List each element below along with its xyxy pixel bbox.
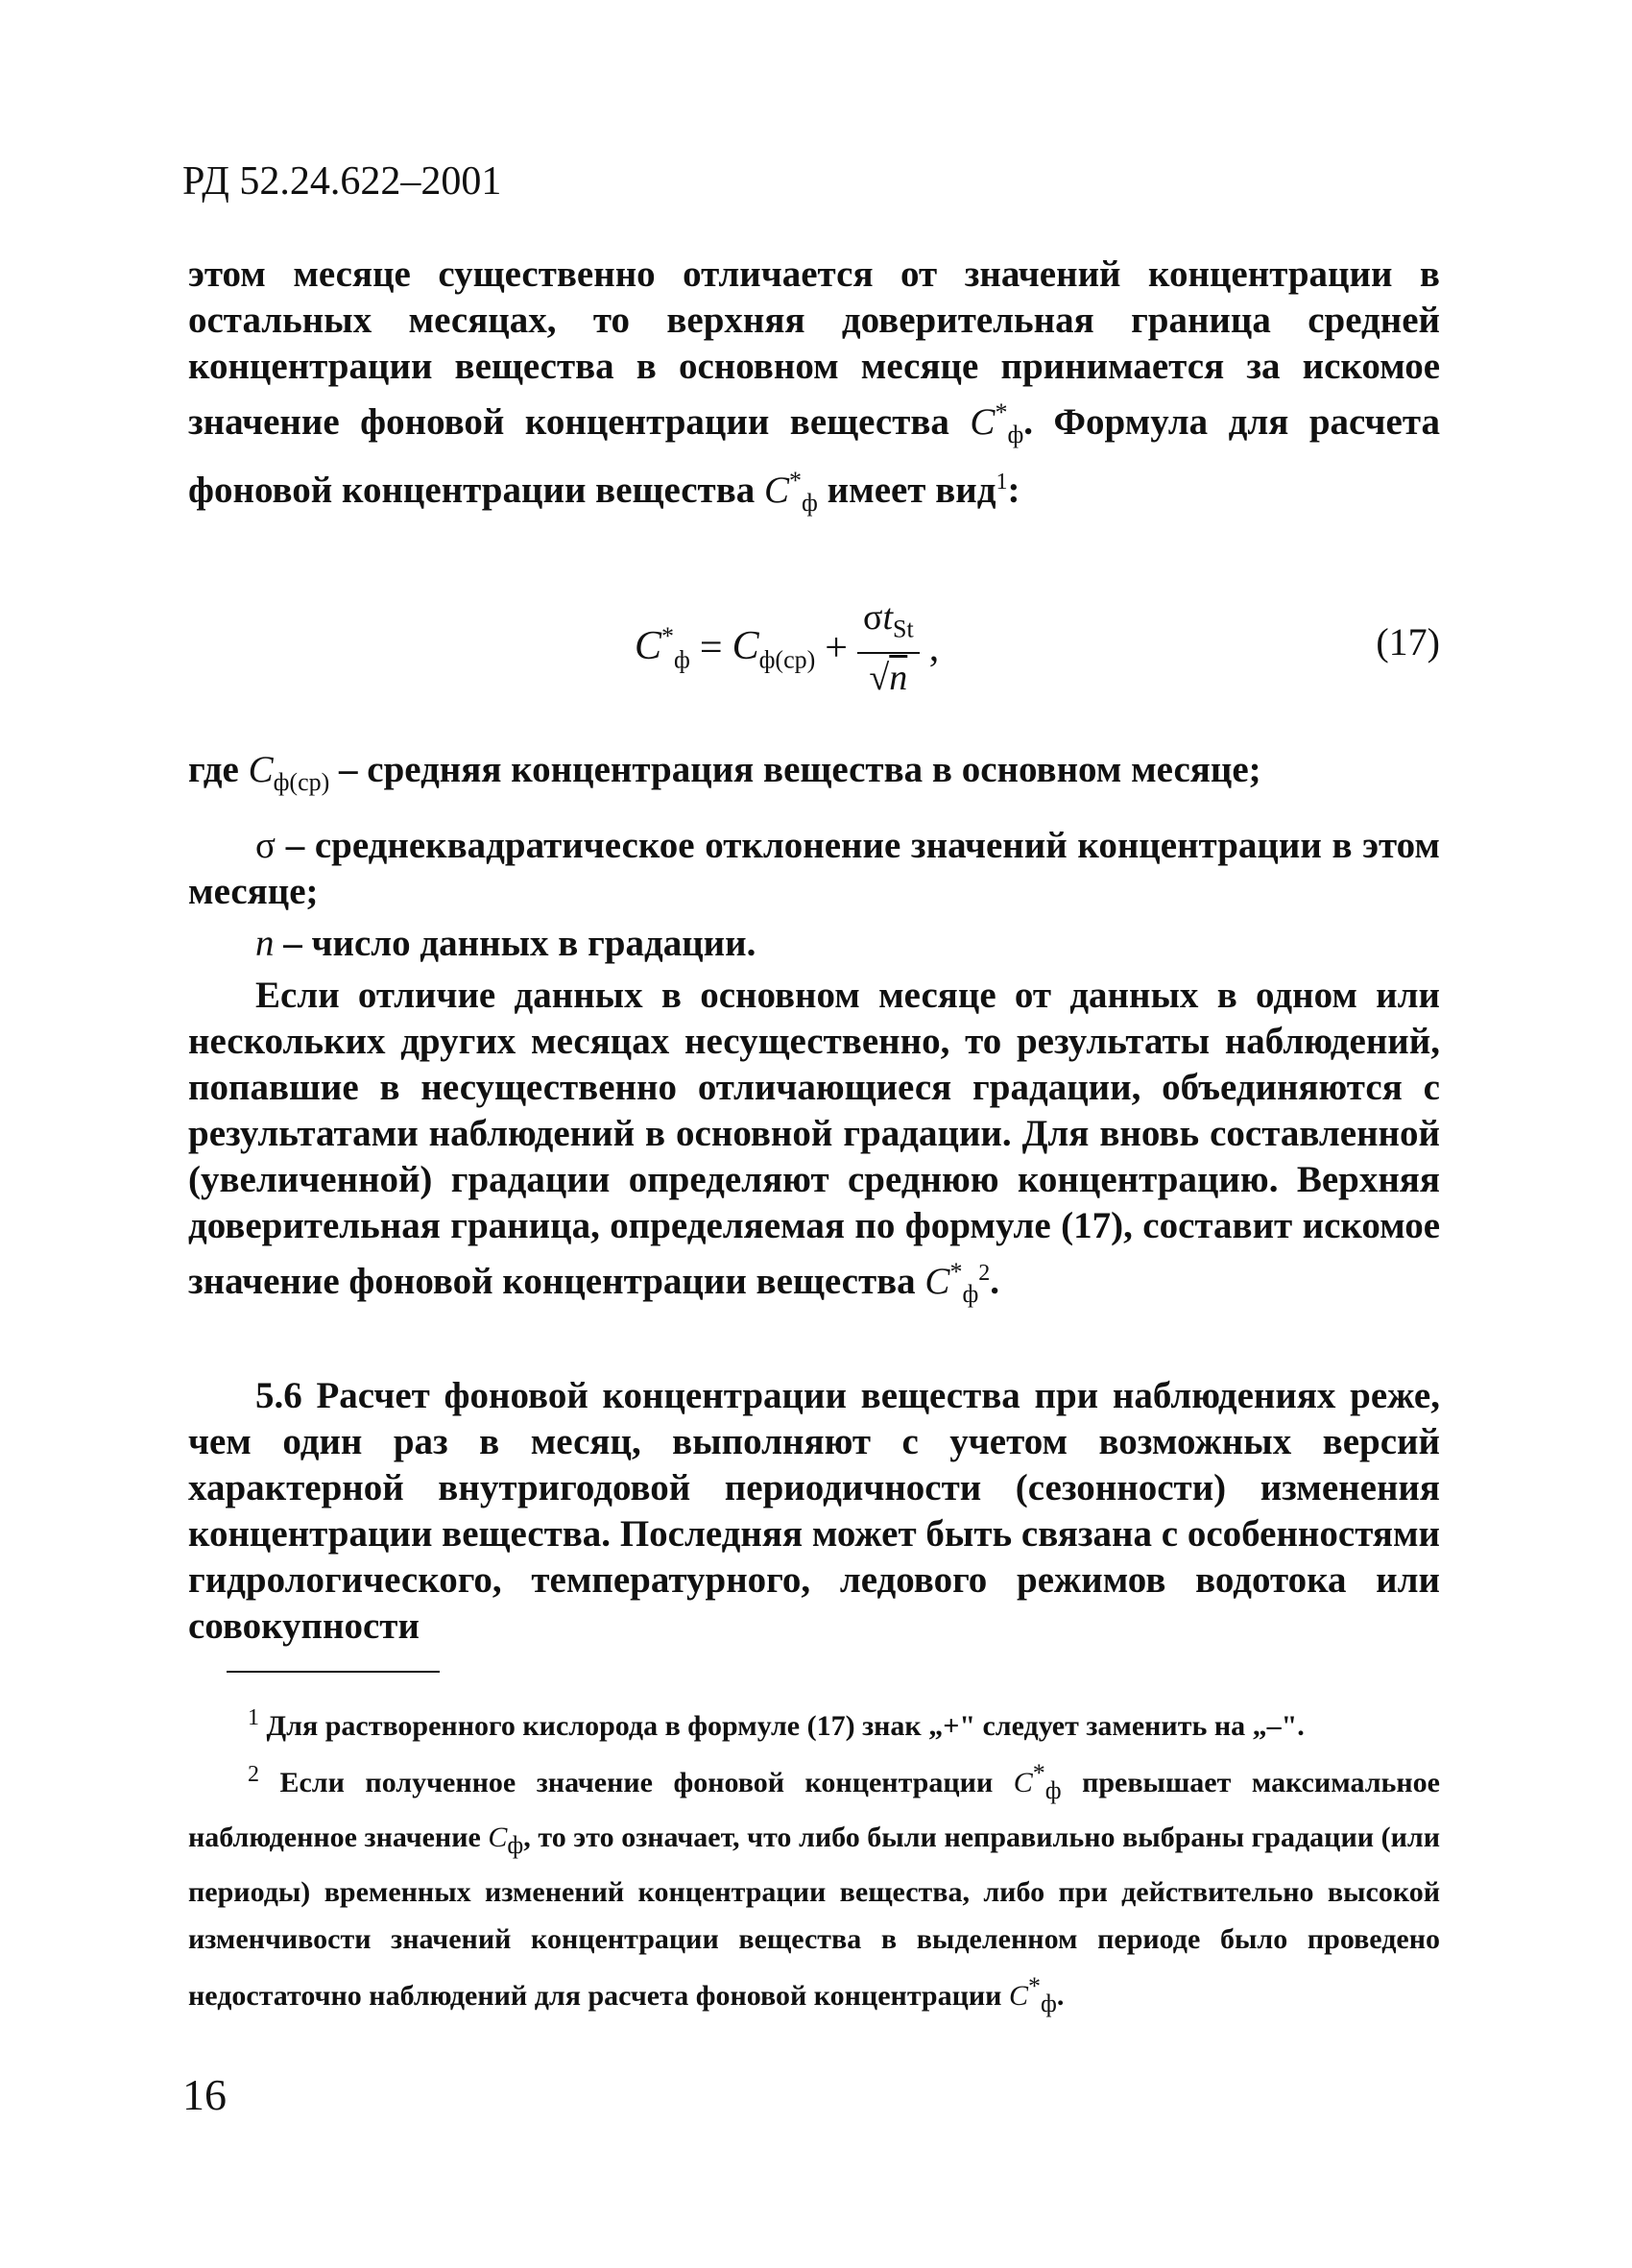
formula-lhs: $C^*_ф$	[635, 622, 690, 674]
definition-1: – средняя концентрация вещества в основном месяце;	[329, 749, 1261, 790]
definition-3: – число данных в градации.	[274, 922, 756, 964]
footnote-ref-1[interactable]: 1	[996, 469, 1008, 495]
definition-2: – среднеквадратическое отклонение значений концентрации в этом месяце;	[188, 824, 1440, 912]
page-number: 16	[182, 2070, 227, 2119]
symbol-c-phi-avg: $C_{ф(ср)}$	[248, 749, 330, 796]
formula-17	[188, 576, 1440, 730]
footnote-divider	[227, 1671, 440, 1673]
footnote-2: $^2$ Если полученное значение фоновой концентрации $C^*_ф$ превышает максимальное наблюденное значение $C_ф$, то это означает, что либо были неправильно выбраны градации (или периоды) временных изменений концентрации вещества, либо при действительно высокой изменчивости значений концентрации вещества в выделенном периоде было проведено недостаточно наблюдений для расчета фоновой концентрации $C^*_ф$.	[188, 1759, 1440, 2017]
symbol-c-phi-star: $C^*_ф$	[764, 466, 818, 517]
paragraph-intro: этом месяце существенно отличается от значений концентрации в остальных месяцах, то верхняя доверительная граница средней концентрации вещества в основном месяце принимается за искомое значение фоновой концентрации вещества $C^*_ф$. Формула для расчета фоновой концентрации вещества $C^*_ф$ имеет вид$^1$:	[188, 253, 1440, 517]
formula-expression: $C^*_ф$ = $C_{ф(ср)}$ + $\frac{\sigma t_{St}}{√n}$ ,	[635, 595, 939, 702]
formula-mean: $C_{ф(ср)}$	[732, 623, 816, 673]
symbol-n: n	[255, 922, 275, 964]
para3-text: 5.6 Расчет фоновой концентрации вещества при наблюдениях реже, чем один раз в месяц, выполняют с учетом возможных версий характерной внутригодовой периодичности (сезонности) изменения концентрации вещества. Последняя может быть связана с особенностями гидрологического, температурного, ледового режимов водотока или совокупности	[188, 1375, 1440, 1647]
symbol-sigma: σ	[255, 824, 276, 866]
para2-text: Если отличие данных в основном месяце от данных в одном или нескольких других месяцах несущественно, то результаты наблюдений, попавшие в несущественно отличающиеся градации, объединяются с результатами наблюдений в основной градации. Для вновь составленной (увеличенной) градации определяют среднюю концентрацию. Верхняя доверительная граница, определяемая по формуле (17), составит искомое значение фоновой концентрации вещества	[188, 974, 1440, 1302]
para1-text-b: . Формула для расчета фоновой концентрации вещества	[188, 401, 1440, 511]
footnote-1: $^1$ Для растворенного кислорода в формуле (17) знак „+" следует заменить на „–".	[248, 1705, 1305, 1742]
formula-fraction: $\frac{\sigma t_{St}}{√n}$	[857, 595, 920, 702]
footnote-ref-2[interactable]: 2	[978, 1260, 991, 1286]
page-header: РД 52.24.622–2001	[182, 159, 502, 204]
section-5-6	[188, 1373, 1440, 1650]
para1-text-a: этом месяце существенно отличается от значений концентрации в остальных месяцах, то верхняя доверительная граница средней концентрации вещества в основном месяце принимается за искомое значение фоновой концентрации вещества	[188, 253, 1440, 443]
symbol-c-phi-star: $C^*_ф$	[970, 398, 1024, 448]
para1-text-c: имеет вид	[817, 469, 996, 511]
equation-number: (17)	[1376, 620, 1440, 664]
definitions: где $C_{ф(ср)}$ – средняя концентрация вещества в основном месяце; σ – среднеквадратическое отклонение значений концентрации в этом месяце; n – число данных в градации. Если отличие данных в основном месяце от данных в одном или нескольких других месяцах несущественно, то результаты наблюдений, попавшие в несущественно отличающиеся градации, объединяются с результатами наблюдений в основной градации. Для вновь составленной (увеличенной) градации определяют среднюю концентрацию. Верхняя доверительная граница, определяемая по формуле (17), составит искомое значение фоновой концентрации вещества $C^*_ф^2$.	[188, 749, 1440, 1308]
footnotes	[188, 1695, 1440, 2027]
symbol-c-phi-star: $C^*_ф$	[924, 1257, 979, 1308]
